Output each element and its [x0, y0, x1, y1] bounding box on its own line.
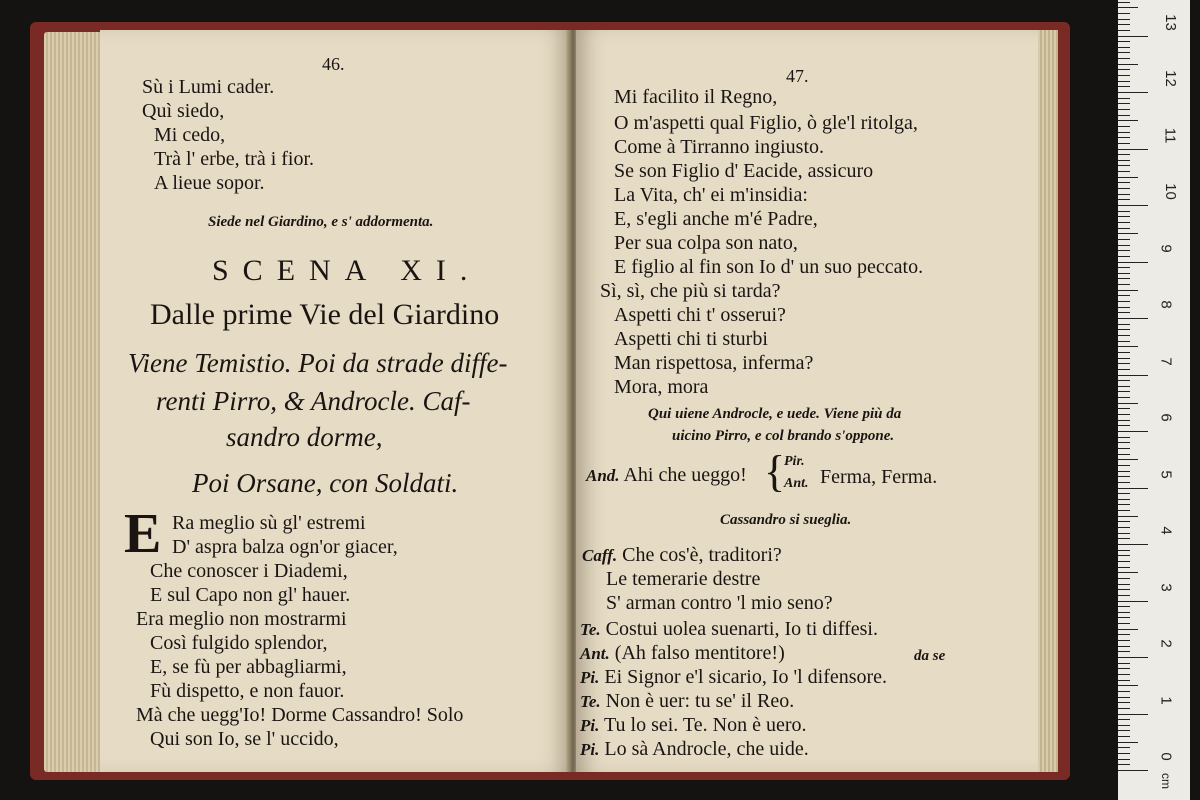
verse-line: Sì, sì, che più si tarda?: [600, 280, 781, 302]
ruler-tick: [1118, 165, 1130, 166]
ruler-number: 9: [1157, 243, 1175, 253]
ruler-tick: [1118, 81, 1130, 82]
dialogue-text: (Ah falso mentitore!): [614, 642, 785, 664]
ruler-tick: [1118, 329, 1130, 330]
ruler-tick: [1118, 640, 1130, 641]
dialogue-text: Ahi che ueggo!: [623, 464, 747, 486]
ruler-tick: [1118, 301, 1130, 302]
ruler-tick: [1118, 510, 1130, 511]
ruler-tick: [1118, 386, 1130, 387]
ruler-tick: [1118, 425, 1130, 426]
ruler-tick: [1118, 109, 1130, 110]
ruler-tick: [1118, 75, 1130, 76]
ruler-tick: [1118, 41, 1130, 42]
dialogue-text: Non è uer: tu se' il Reo.: [605, 690, 795, 712]
brace-speaker-top: Pir.: [784, 454, 805, 469]
speaker-tag: Ant.: [580, 644, 610, 663]
ruler-tick: [1118, 375, 1148, 376]
verse-line: E sul Capo non gl' hauer.: [150, 584, 351, 606]
verse-line: Mi facilito il Regno,: [614, 86, 778, 108]
ruler-tick: [1118, 228, 1130, 229]
ruler-tick: [1118, 69, 1130, 70]
ruler-tick: [1118, 24, 1130, 25]
verse-line: Fù dispetto, e non fauor.: [150, 680, 345, 702]
ruler-tick: [1118, 572, 1138, 573]
dialogue-text: Tu lo sei. Te. Non è uero.: [604, 714, 807, 736]
dialogue-text: Lo sà Androcle, che uide.: [604, 738, 809, 760]
ruler-tick: [1118, 459, 1138, 460]
dialogue-text: Costui uolea suenarti, Io ti diffesi.: [605, 618, 878, 640]
ruler-tick: [1118, 516, 1138, 517]
ruler-tick: [1118, 719, 1130, 720]
ruler-tick: [1118, 171, 1130, 172]
scene-description: sandro dorme,: [226, 422, 383, 452]
ruler-tick: [1118, 278, 1130, 279]
ruler-tick: [1118, 267, 1130, 268]
ruler-tick: [1118, 567, 1130, 568]
ruler-tick: [1118, 318, 1148, 319]
dialogue-line: S' arman contro 'l mio seno?: [606, 592, 833, 614]
ruler-tick: [1118, 194, 1130, 195]
speaker-tag: Pi.: [580, 740, 600, 759]
ruler-tick: [1118, 205, 1148, 206]
ruler-tick: [1118, 245, 1130, 246]
ruler-tick: [1118, 307, 1130, 308]
ruler-tick: [1118, 651, 1130, 652]
verse-line: Mora, mora: [614, 376, 709, 398]
verse-line: Aspetti chi t' osserui?: [614, 304, 786, 326]
ruler-tick: [1118, 380, 1130, 381]
ruler-tick: [1118, 584, 1130, 585]
scene-location: Dalle prime Vie del Giardino: [150, 298, 500, 331]
scene-title: SCENA XI.: [212, 254, 482, 287]
ruler-tick: [1118, 691, 1130, 692]
verse-line: E figlio al fin son Io d' un suo peccato.: [614, 256, 924, 278]
ruler-tick: [1118, 595, 1130, 596]
speaker-tag: Pi.: [580, 668, 600, 687]
speaker-tag: Pi.: [580, 716, 600, 735]
brace-symbol: {: [764, 447, 786, 496]
ruler-tick: [1118, 482, 1130, 483]
ruler-number: 8: [1157, 300, 1175, 309]
ruler-tick: [1118, 668, 1130, 669]
dialogue-text: Ei Signor e'l sicario, Io 'l difensore.: [604, 666, 888, 688]
ruler-tick: [1118, 273, 1130, 274]
ruler-tick: [1118, 629, 1138, 630]
page-edges-left: [44, 32, 108, 772]
ruler-tick: [1118, 358, 1130, 359]
ruler-tick: [1118, 499, 1130, 500]
ruler-tick: [1118, 86, 1130, 87]
verse-line: Aspetti chi ti sturbi: [614, 328, 768, 350]
ruler-tick: [1118, 606, 1130, 607]
ruler-tick: [1118, 188, 1130, 189]
ruler-tick: [1118, 448, 1130, 449]
ruler-tick: [1118, 182, 1130, 183]
ruler-tick: [1118, 52, 1130, 53]
ruler-tick: [1118, 154, 1130, 155]
ruler-tick: [1118, 295, 1130, 296]
ruler-tick: [1118, 391, 1130, 392]
measurement-ruler: [1118, 0, 1190, 800]
verse-line: O m'aspetti qual Figlio, ò gle'l ritolga,: [614, 112, 918, 134]
ruler-tick: [1118, 764, 1130, 765]
dialogue-line: [582, 544, 782, 567]
scene-description-2: Poi Orsane, con Soldati.: [192, 468, 459, 498]
ruler-tick: [1118, 770, 1148, 771]
ruler-number: 11: [1161, 127, 1179, 143]
scene-description: renti Pirro, & Androcle. Caf-: [156, 386, 471, 416]
ruler-tick: [1118, 132, 1130, 133]
ruler-number: 4: [1157, 526, 1175, 535]
verse-line: Quì siedo,: [142, 100, 225, 122]
ruler-tick: [1118, 222, 1130, 223]
ruler-number: 7: [1157, 356, 1175, 366]
ruler-tick: [1118, 284, 1130, 285]
ruler-tick: [1118, 747, 1130, 748]
ruler-tick: [1118, 504, 1130, 505]
ruler-tick: [1118, 47, 1130, 48]
verse-line: E, s'egli anche m'é Padre,: [614, 208, 818, 230]
ruler-number: 0: [1157, 752, 1175, 761]
ruler-tick: [1118, 685, 1138, 686]
ruler-number: 13: [1161, 13, 1179, 31]
ruler-tick: [1118, 199, 1130, 200]
ruler-tick: [1118, 623, 1130, 624]
ruler-tick: [1118, 657, 1148, 658]
ruler-tick: [1118, 617, 1130, 618]
ruler-number: 2: [1157, 639, 1175, 648]
ruler-tick: [1118, 408, 1130, 409]
ruler-tick: [1118, 312, 1130, 313]
ruler-tick: [1118, 488, 1148, 489]
verse-line: Ra meglio sù gl' estremi: [172, 512, 366, 534]
ruler-tick: [1118, 601, 1148, 602]
ruler-tick: [1118, 403, 1138, 404]
ruler-tick: [1118, 143, 1130, 144]
ruler-tick: [1118, 19, 1130, 20]
ruler-tick: [1118, 262, 1148, 263]
dialogue-line: [580, 642, 785, 665]
ruler-tick: [1118, 36, 1148, 37]
dialogue-text: Ferma, Ferma.: [820, 466, 938, 488]
ruler-tick: [1118, 216, 1130, 217]
brace-speaker-bottom: Ant.: [784, 476, 809, 491]
ruler-tick: [1118, 256, 1130, 257]
ruler-tick: [1118, 471, 1130, 472]
verse-line: Mà che uegg'Io! Dorme Cassandro! Solo: [136, 704, 464, 726]
ruler-tick: [1118, 589, 1130, 590]
ruler-tick: [1118, 730, 1130, 731]
ruler-tick: [1118, 98, 1130, 99]
speaker-tag: Te.: [580, 692, 601, 711]
ruler-number: 1: [1157, 695, 1175, 705]
ruler-tick: [1118, 30, 1130, 31]
verse-line: Per sua colpa son nato,: [614, 232, 798, 254]
stage-direction: uicino Pirro, e col brando s'oppone.: [672, 428, 895, 444]
left-page: [100, 30, 570, 772]
ruler-tick: [1118, 674, 1130, 675]
verse-line: Così fulgido splendor,: [150, 632, 328, 654]
ruler-tick: [1118, 324, 1130, 325]
ruler-number: 6: [1157, 413, 1175, 422]
ruler-tick: [1118, 369, 1130, 370]
verse-line: D' aspra balza ogn'or giacer,: [172, 536, 398, 558]
verse-line: Che conoscer i Diademi,: [150, 560, 348, 582]
ruler-tick: [1118, 634, 1130, 635]
dialogue-line: [580, 690, 794, 713]
dialogue-line: [586, 464, 747, 487]
ruler-number: 5: [1157, 469, 1175, 479]
ruler-tick: [1118, 578, 1130, 579]
ruler-number: 10: [1161, 183, 1179, 200]
ruler-tick: [1118, 533, 1130, 534]
ruler-tick: [1118, 58, 1130, 59]
ruler-tick: [1118, 437, 1130, 438]
stage-direction: Siede nel Giardino, e s' addormenta.: [208, 214, 434, 230]
ruler-tick: [1118, 290, 1138, 291]
verse-line: Sù i Lumi cader.: [142, 76, 275, 98]
verse-line: A lieue sopor.: [154, 172, 265, 194]
ruler-tick: [1118, 2, 1130, 3]
ruler-tick: [1118, 663, 1130, 664]
dialogue-line: [580, 714, 806, 737]
ruler-tick: [1118, 708, 1130, 709]
speaker-tag: Caff.: [582, 546, 618, 565]
ruler-tick: [1118, 13, 1130, 14]
aside-direction: da se: [914, 648, 946, 664]
ruler-tick: [1118, 555, 1130, 556]
page-number: 47.: [786, 66, 809, 86]
ruler-tick: [1118, 233, 1138, 234]
verse-line: Trà l' erbe, trà i fior.: [154, 148, 315, 170]
ruler-tick: [1118, 550, 1130, 551]
ruler-tick: [1118, 239, 1130, 240]
ruler-unit: cm: [1159, 773, 1173, 789]
ruler-tick: [1118, 397, 1130, 398]
ruler-tick: [1118, 538, 1130, 539]
ruler-tick: [1118, 465, 1130, 466]
ruler-tick: [1118, 115, 1130, 116]
verse-line: Mi cedo,: [154, 124, 226, 146]
ruler-tick: [1118, 160, 1130, 161]
verse-line: Man rispettosa, inferma?: [614, 352, 814, 374]
verse-line: La Vita, ch' ei m'insidia:: [614, 184, 808, 206]
speaker-tag: And.: [586, 466, 620, 485]
ruler-tick: [1118, 414, 1130, 415]
verse-line: Qui son Io, se l' uccido,: [150, 728, 339, 750]
ruler-tick: [1118, 476, 1130, 477]
verse-line: Era meglio non mostrarmi: [136, 608, 347, 630]
stage-direction: Qui uiene Androcle, e uede. Viene più da: [648, 406, 902, 422]
ruler-tick: [1118, 759, 1130, 760]
ruler-tick: [1118, 120, 1138, 121]
ruler-tick: [1118, 544, 1148, 545]
ruler-tick: [1118, 561, 1130, 562]
ruler-tick: [1118, 7, 1138, 8]
verse-line: Se son Figlio d' Eacide, assicuro: [614, 160, 874, 182]
ruler-tick: [1118, 352, 1130, 353]
scene-description: Viene Temistio. Poi da strade diffe-: [128, 348, 508, 378]
ruler-tick: [1118, 92, 1148, 93]
ruler-tick: [1118, 177, 1138, 178]
drop-cap: E: [124, 503, 162, 565]
ruler-tick: [1118, 431, 1148, 432]
ruler-tick: [1118, 420, 1130, 421]
ruler-tick: [1118, 335, 1130, 336]
ruler-tick: [1118, 126, 1130, 127]
ruler-tick: [1118, 103, 1130, 104]
ruler-tick: [1118, 493, 1130, 494]
right-page: [576, 30, 1038, 772]
ruler-number: 12: [1161, 70, 1179, 87]
ruler-tick: [1118, 527, 1130, 528]
ruler-tick: [1118, 736, 1130, 737]
verse-line: E, se fù per abbagliarmi,: [150, 656, 347, 678]
ruler-tick: [1118, 521, 1130, 522]
page-number: 46.: [322, 54, 345, 74]
ruler-tick: [1118, 742, 1138, 743]
ruler-tick: [1118, 714, 1148, 715]
ruler-number: 3: [1157, 582, 1175, 592]
ruler-tick: [1118, 137, 1130, 138]
ruler-tick: [1118, 346, 1138, 347]
ruler-tick: [1118, 442, 1130, 443]
ruler-tick: [1118, 64, 1138, 65]
dialogue-line: [580, 738, 809, 761]
dialogue-text: Che cos'è, traditori?: [622, 544, 782, 566]
ruler-tick: [1118, 250, 1130, 251]
ruler-tick: [1118, 680, 1130, 681]
ruler-tick: [1118, 454, 1130, 455]
ruler-tick: [1118, 725, 1130, 726]
dialogue-line: [580, 618, 878, 641]
verse-line: Come à Tirranno ingiusto.: [614, 136, 825, 158]
ruler-tick: [1118, 753, 1130, 754]
stage-direction: Cassandro si sueglia.: [720, 512, 852, 528]
ruler-tick: [1118, 646, 1130, 647]
speaker-tag: Te.: [580, 620, 601, 639]
ruler-tick: [1118, 149, 1148, 150]
ruler-tick: [1118, 612, 1130, 613]
ruler-tick: [1118, 702, 1130, 703]
ruler-tick: [1118, 211, 1130, 212]
dialogue-line: [580, 666, 887, 689]
ruler-tick: [1118, 341, 1130, 342]
dialogue-line: Le temerarie destre: [606, 568, 761, 590]
ruler-tick: [1118, 363, 1130, 364]
ruler-tick: [1118, 697, 1130, 698]
